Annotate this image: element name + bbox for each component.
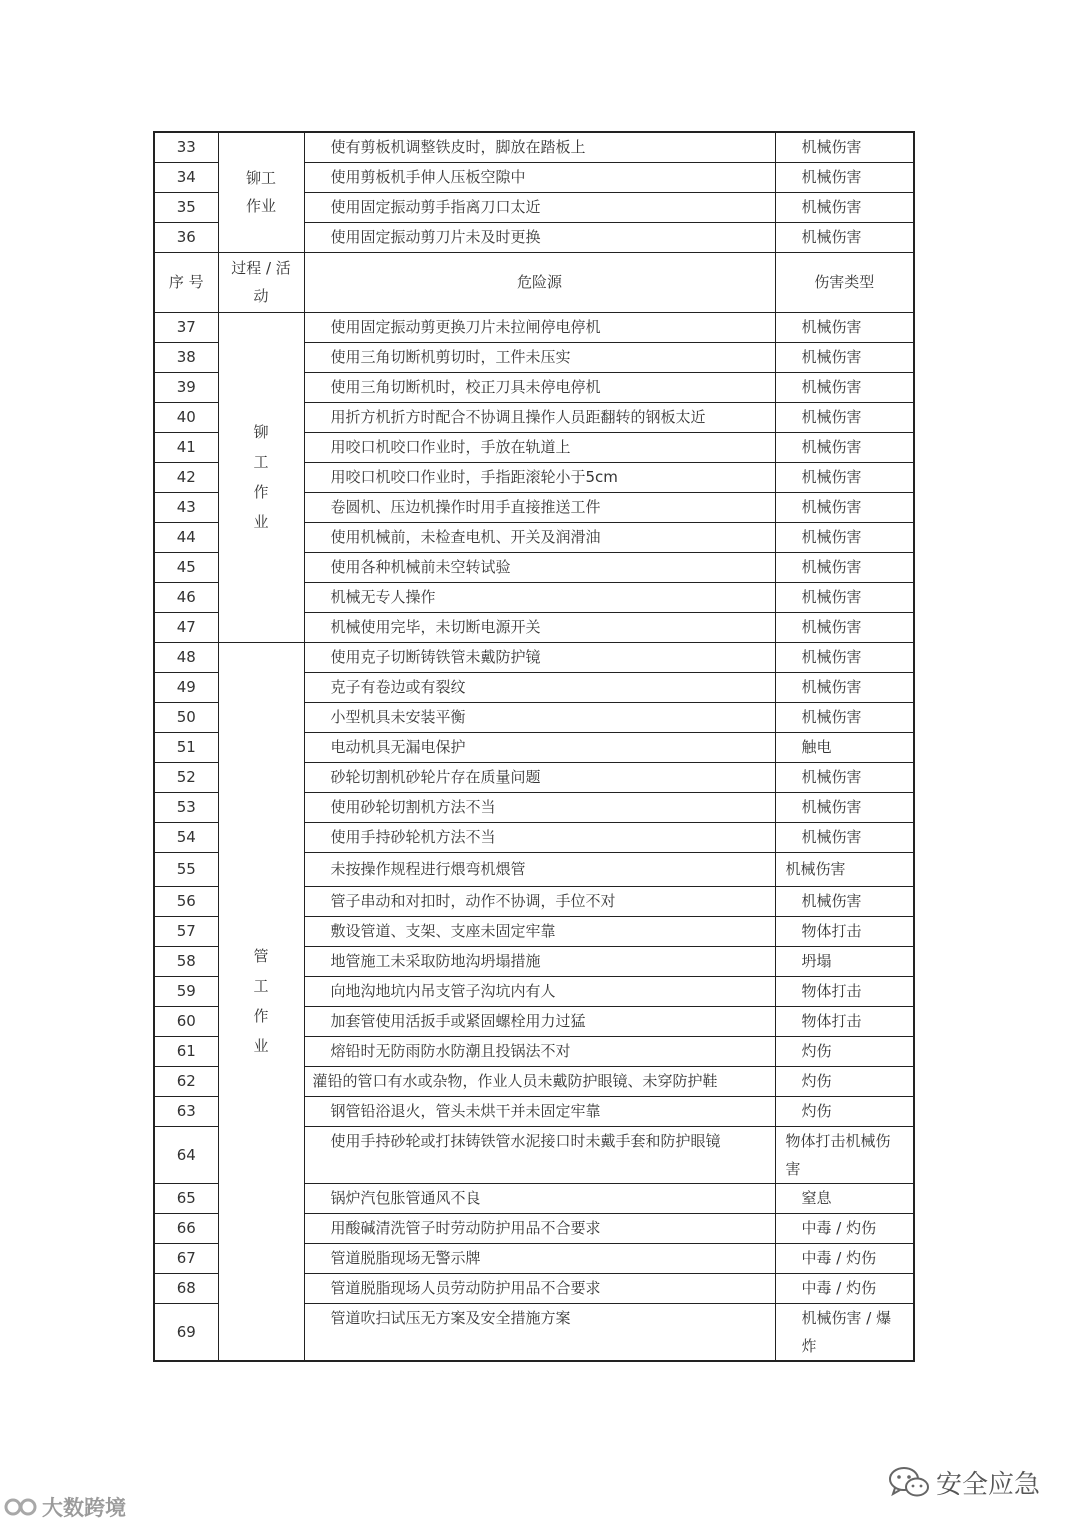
hazard-cell: 钢管铅浴退火，管头未烘干并未固定牢靠 (304, 1096, 775, 1126)
injury-type-cell: 机械伤害 (775, 312, 914, 342)
hazard-cell: 电动机具无漏电保护 (304, 732, 775, 762)
row-number: 67 (154, 1243, 218, 1273)
hazard-cell: 管子串动和对扣时，动作不协调，手位不对 (304, 886, 775, 916)
injury-type-cell: 机械伤害 (775, 612, 914, 642)
injury-type-cell: 物体打击 (775, 1006, 914, 1036)
hazard-cell: 卷圆机、压边机操作时用手直接推送工件 (304, 492, 775, 522)
hazard-cell: 用咬口机咬口作业时，手放在轨道上 (304, 432, 775, 462)
header-no: 序 号 (154, 252, 218, 312)
injury-type-cell: 机械伤害 (775, 492, 914, 522)
watermark-left-text: 大数跨境 (42, 1496, 126, 1520)
row-number: 50 (154, 702, 218, 732)
row-number: 48 (154, 642, 218, 672)
injury-type-cell: 物体打击 (775, 916, 914, 946)
watermark-right (888, 1462, 1040, 1502)
row-number: 42 (154, 462, 218, 492)
watermark-right-text: 安全应急 (936, 1469, 1041, 1500)
injury-type-cell: 窒息 (775, 1183, 914, 1213)
row-number: 39 (154, 372, 218, 402)
process-group-label: 铆工 作业 (245, 169, 276, 216)
injury-type-cell: 机械伤害 / 爆炸 (775, 1303, 914, 1361)
hazard-cell: 使用固定振动剪刀片未及时更换 (304, 222, 775, 252)
injury-type-cell: 灼伤 (775, 1066, 914, 1096)
injury-type-cell: 机械伤害 (775, 552, 914, 582)
row-number: 36 (154, 222, 218, 252)
injury-type-cell: 机械伤害 (775, 222, 914, 252)
hazard-cell: 使用砂轮切割机方法不当 (304, 792, 775, 822)
injury-type-cell: 物体打击 (775, 976, 914, 1006)
header-hazard: 危险源 (304, 252, 775, 312)
hazard-cell: 砂轮切割机砂轮片存在质量问题 (304, 762, 775, 792)
row-number: 52 (154, 762, 218, 792)
row-number: 68 (154, 1273, 218, 1303)
injury-type-cell: 灼伤 (775, 1096, 914, 1126)
hazard-cell: 使用剪板机手伸人压板空隙中 (304, 162, 775, 192)
injury-type-cell: 机械伤害 (775, 672, 914, 702)
row-number: 37 (154, 312, 218, 342)
injury-type-cell: 触电 (775, 732, 914, 762)
hazard-cell: 使用机械前，未检查电机、开关及润滑油 (304, 522, 775, 552)
row-number: 41 (154, 432, 218, 462)
header-type: 伤害类型 (775, 252, 914, 312)
injury-type-cell: 中毒 / 灼伤 (775, 1213, 914, 1243)
hazard-cell: 用咬口机咬口作业时，手指距滚轮小于5cm (304, 462, 775, 492)
injury-type-cell: 灼伤 (775, 1036, 914, 1066)
injury-type-cell: 机械伤害 (775, 792, 914, 822)
table-row (154, 312, 914, 342)
hazard-cell: 使用固定振动剪手指离刀口太近 (304, 192, 775, 222)
injury-type-cell: 中毒 / 灼伤 (775, 1273, 914, 1303)
brand-logo-icon (4, 1495, 38, 1519)
row-number: 35 (154, 192, 218, 222)
wechat-icon (888, 1465, 930, 1499)
row-number: 44 (154, 522, 218, 552)
injury-type-cell: 机械伤害 (775, 702, 914, 732)
injury-type-cell: 机械伤害 (775, 762, 914, 792)
hazard-table (153, 131, 915, 1362)
process-group-cell (218, 642, 304, 1361)
watermark-left (4, 1492, 126, 1522)
injury-type-cell: 机械伤害 (775, 372, 914, 402)
injury-type-cell: 机械伤害 (775, 192, 914, 222)
row-number: 46 (154, 582, 218, 612)
hazard-cell: 管道脱脂现场无警示牌 (304, 1243, 775, 1273)
row-number: 33 (154, 132, 218, 162)
row-number: 63 (154, 1096, 218, 1126)
hazard-cell: 小型机具未安装平衡 (304, 702, 775, 732)
row-number: 45 (154, 552, 218, 582)
hazard-cell: 使用克子切断铸铁管未戴防护镜 (304, 642, 775, 672)
hazard-cell: 熔铅时无防雨防水防潮且投锅法不对 (304, 1036, 775, 1066)
row-number: 58 (154, 946, 218, 976)
row-number: 47 (154, 612, 218, 642)
hazard-cell: 使用手持砂轮机方法不当 (304, 822, 775, 852)
hazard-cell: 机械使用完毕，未切断电源开关 (304, 612, 775, 642)
row-number: 57 (154, 916, 218, 946)
hazard-cell: 管道吹扫试压无方案及安全措施方案 (304, 1303, 775, 1361)
process-group-cell (218, 312, 304, 642)
row-number: 56 (154, 886, 218, 916)
hazard-cell: 使用三角切断机时，校正刀具未停电停机 (304, 372, 775, 402)
header-process: 过程 / 活动 (218, 252, 304, 312)
hazard-cell: 机械无专人操作 (304, 582, 775, 612)
injury-type-cell: 机械伤害 (775, 432, 914, 462)
hazard-cell: 使用三角切断机剪切时，工件未压实 (304, 342, 775, 372)
hazard-cell: 管道脱脂现场人员劳动防护用品不合要求 (304, 1273, 775, 1303)
injury-type-cell: 物体打击机械伤害 (775, 1126, 914, 1183)
injury-type-cell: 机械伤害 (775, 462, 914, 492)
table-row (154, 642, 914, 672)
hazard-cell: 使用各种机械前未空转试验 (304, 552, 775, 582)
injury-type-cell: 机械伤害 (775, 886, 914, 916)
row-number: 60 (154, 1006, 218, 1036)
injury-type-cell: 坍塌 (775, 946, 914, 976)
injury-type-cell: 机械伤害 (775, 852, 914, 886)
row-number: 49 (154, 672, 218, 702)
row-number: 53 (154, 792, 218, 822)
injury-type-cell: 机械伤害 (775, 642, 914, 672)
hazard-cell: 未按操作规程进行煨弯机煨管 (304, 852, 775, 886)
row-number: 62 (154, 1066, 218, 1096)
injury-type-cell: 机械伤害 (775, 522, 914, 552)
row-number: 38 (154, 342, 218, 372)
table-header-row (154, 252, 914, 312)
row-number: 43 (154, 492, 218, 522)
injury-type-cell: 机械伤害 (775, 132, 914, 162)
hazard-cell: 敷设管道、支架、支座未固定牢靠 (304, 916, 775, 946)
hazard-cell: 用酸碱清洗管子时劳动防护用品不合要求 (304, 1213, 775, 1243)
hazard-cell: 地管施工未采取防地沟坍塌措施 (304, 946, 775, 976)
row-number: 54 (154, 822, 218, 852)
hazard-cell: 用折方机折方时配合不协调且操作人员距翻转的钢板太近 (304, 402, 775, 432)
injury-type-cell: 机械伤害 (775, 402, 914, 432)
table-row (154, 132, 914, 162)
row-number: 34 (154, 162, 218, 192)
injury-type-cell: 机械伤害 (775, 582, 914, 612)
injury-type-cell: 机械伤害 (775, 822, 914, 852)
row-number: 65 (154, 1183, 218, 1213)
hazard-cell: 加套管使用活扳手或紧固螺栓用力过猛 (304, 1006, 775, 1036)
row-number: 40 (154, 402, 218, 432)
row-number: 61 (154, 1036, 218, 1066)
hazard-cell: 使有剪板机调整铁皮时，脚放在踏板上 (304, 132, 775, 162)
row-number: 55 (154, 852, 218, 886)
injury-type-cell: 机械伤害 (775, 342, 914, 372)
hazard-cell: 锅炉汽包胀管通风不良 (304, 1183, 775, 1213)
process-group-label: 铆 工 作 业 (253, 423, 269, 531)
row-number: 69 (154, 1303, 218, 1361)
injury-type-cell: 机械伤害 (775, 162, 914, 192)
injury-type-cell: 中毒 / 灼伤 (775, 1243, 914, 1273)
row-number: 64 (154, 1126, 218, 1183)
hazard-cell: 克子有卷边或有裂纹 (304, 672, 775, 702)
process-group-cell (218, 132, 304, 252)
row-number: 51 (154, 732, 218, 762)
hazard-cell: 灌铅的管口有水或杂物，作业人员未戴防护眼镜、未穿防护鞋 (304, 1066, 775, 1096)
process-group-label: 管 工 作 业 (253, 947, 269, 1055)
hazard-cell: 向地沟地坑内吊支管子沟坑内有人 (304, 976, 775, 1006)
row-number: 66 (154, 1213, 218, 1243)
hazard-cell: 使用手持砂轮或打抹铸铁管水泥接口时未戴手套和防护眼镜 (304, 1126, 775, 1183)
row-number: 59 (154, 976, 218, 1006)
hazard-cell: 使用固定振动剪更换刀片未拉闸停电停机 (304, 312, 775, 342)
